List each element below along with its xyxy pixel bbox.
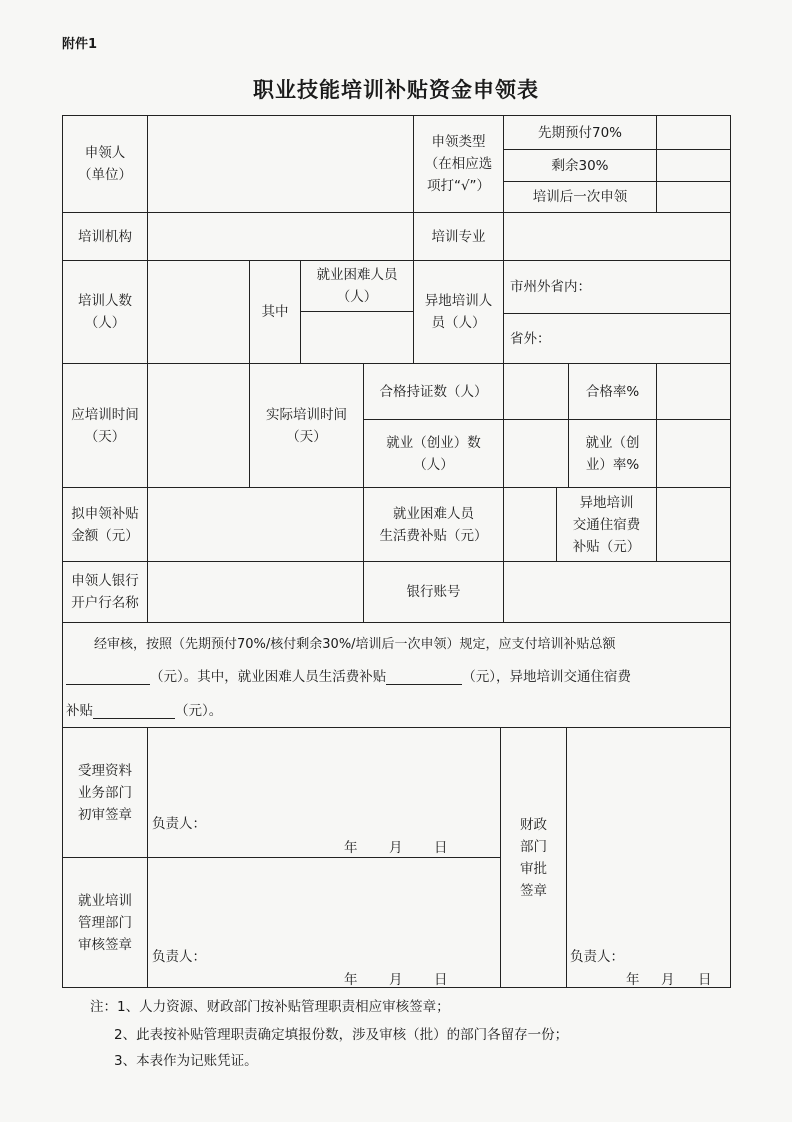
dept1-year: 年 [344, 840, 358, 856]
note-2: 2、此表按补贴管理职责确定填报份数，涉及审核（批）的部门各留存一份； [114, 1027, 569, 1043]
employ-rate-label: 就业（创 业）率% [585, 434, 640, 473]
bank-name-field[interactable] [149, 563, 362, 621]
note-3: 3、本表作为记账凭证。 [114, 1053, 258, 1069]
major-field[interactable] [505, 214, 729, 259]
dept1-month: 月 [389, 840, 403, 856]
checkbox-prepay-70[interactable] [658, 117, 729, 149]
bank-name-label: 申领人银行 开户行名称 [71, 573, 139, 611]
dept1-label: 受理资料 业务部门 初审签章 [78, 762, 132, 823]
pass-rate-field[interactable] [658, 365, 729, 418]
dept2-year: 年 [344, 972, 358, 988]
major-label: 培训专业 [431, 228, 486, 245]
out-province-label: 省外： [510, 330, 551, 347]
dept1-responsible: 负责人： [152, 816, 206, 832]
finance-label: 财政 部门 审批 签章 [520, 816, 547, 899]
certified-field[interactable] [505, 365, 567, 418]
finance-day: 日 [698, 972, 712, 988]
dept1-day: 日 [434, 840, 448, 856]
dept2-responsible: 负责人： [152, 949, 206, 965]
employ-rate-field[interactable] [658, 421, 729, 486]
bank-account-field[interactable] [505, 563, 729, 621]
review-line-1: 经审核，按照（先期预付70%/核付剩余30%/培训后一次申领）规定，应支付培训补贴总额 [94, 637, 616, 652]
certified-label: 合格持证数（人） [379, 383, 488, 400]
among-label: 其中 [261, 304, 289, 320]
hardship-label: 就业困难人员 （人） [316, 267, 398, 305]
applicant-field[interactable] [149, 117, 412, 211]
finance-month: 月 [661, 972, 675, 988]
employed-field[interactable] [505, 421, 567, 486]
dept2-signature-area[interactable] [149, 859, 499, 986]
option-after-training: 培训后一次申领 [532, 189, 628, 205]
nonlocal-label: 异地培训人 员（人） [424, 293, 493, 331]
review-line-3: 补贴 （元）。 [66, 703, 223, 719]
finance-responsible: 负责人： [570, 949, 624, 965]
proposed-amount-field[interactable] [149, 489, 362, 560]
living-subsidy-field[interactable] [505, 489, 555, 560]
dept2-label: 就业培训 管理部门 审核签章 [78, 892, 132, 953]
bank-account-label: 银行账号 [406, 584, 461, 600]
checkbox-remaining-30[interactable] [658, 150, 729, 181]
pass-rate-label: 合格率% [585, 383, 640, 400]
employed-label: 就业（创业）数 （人） [386, 434, 481, 473]
total-amount-blank[interactable] [66, 670, 150, 685]
finance-year: 年 [626, 972, 640, 988]
checkbox-after-training[interactable] [658, 182, 729, 212]
travel-subsidy-label: 异地培训 交通住宿费 补贴（元） [572, 494, 641, 555]
living-subsidy-label: 就业困难人员 生活费补贴（元） [379, 505, 488, 544]
trainees-field[interactable] [149, 262, 248, 362]
dept2-month: 月 [389, 972, 403, 988]
dept2-day: 日 [434, 972, 448, 988]
planned-days-label: 应培训时间 （天） [71, 406, 139, 445]
trainees-label: 培训人数 （人） [78, 293, 132, 331]
actual-days-label: 实际培训时间 （天） [266, 406, 347, 445]
form-title: 职业技能培训补贴资金申领表 [253, 78, 539, 102]
in-province-label: 市州外省内： [510, 279, 591, 295]
living-amount-blank[interactable] [386, 670, 462, 685]
apply-type-label: 申领类型 （在相应选 项打“√”） [424, 134, 493, 194]
travel-subsidy-field[interactable] [658, 489, 729, 560]
planned-days-field[interactable] [149, 365, 248, 486]
travel-amount-blank[interactable] [93, 704, 175, 719]
institution-label: 培训机构 [78, 228, 132, 245]
option-prepay-70: 先期预付70% [537, 125, 622, 141]
attachment-label: 附件1 [62, 37, 98, 52]
note-1: 注：1、人力资源、财政部门按补贴管理职责相应审核签章； [90, 999, 450, 1015]
option-remaining-30: 剩余30% [551, 157, 609, 174]
applicant-label: 申领人 （单位） [78, 145, 132, 183]
proposed-amount-label: 拟申领补贴 金额（元） [71, 505, 139, 544]
institution-field[interactable] [149, 214, 412, 259]
review-line-2: （元）。其中，就业困难人员生活费补贴 （元），异地培训交通住宿费 [66, 665, 631, 685]
hardship-field[interactable] [302, 313, 412, 362]
